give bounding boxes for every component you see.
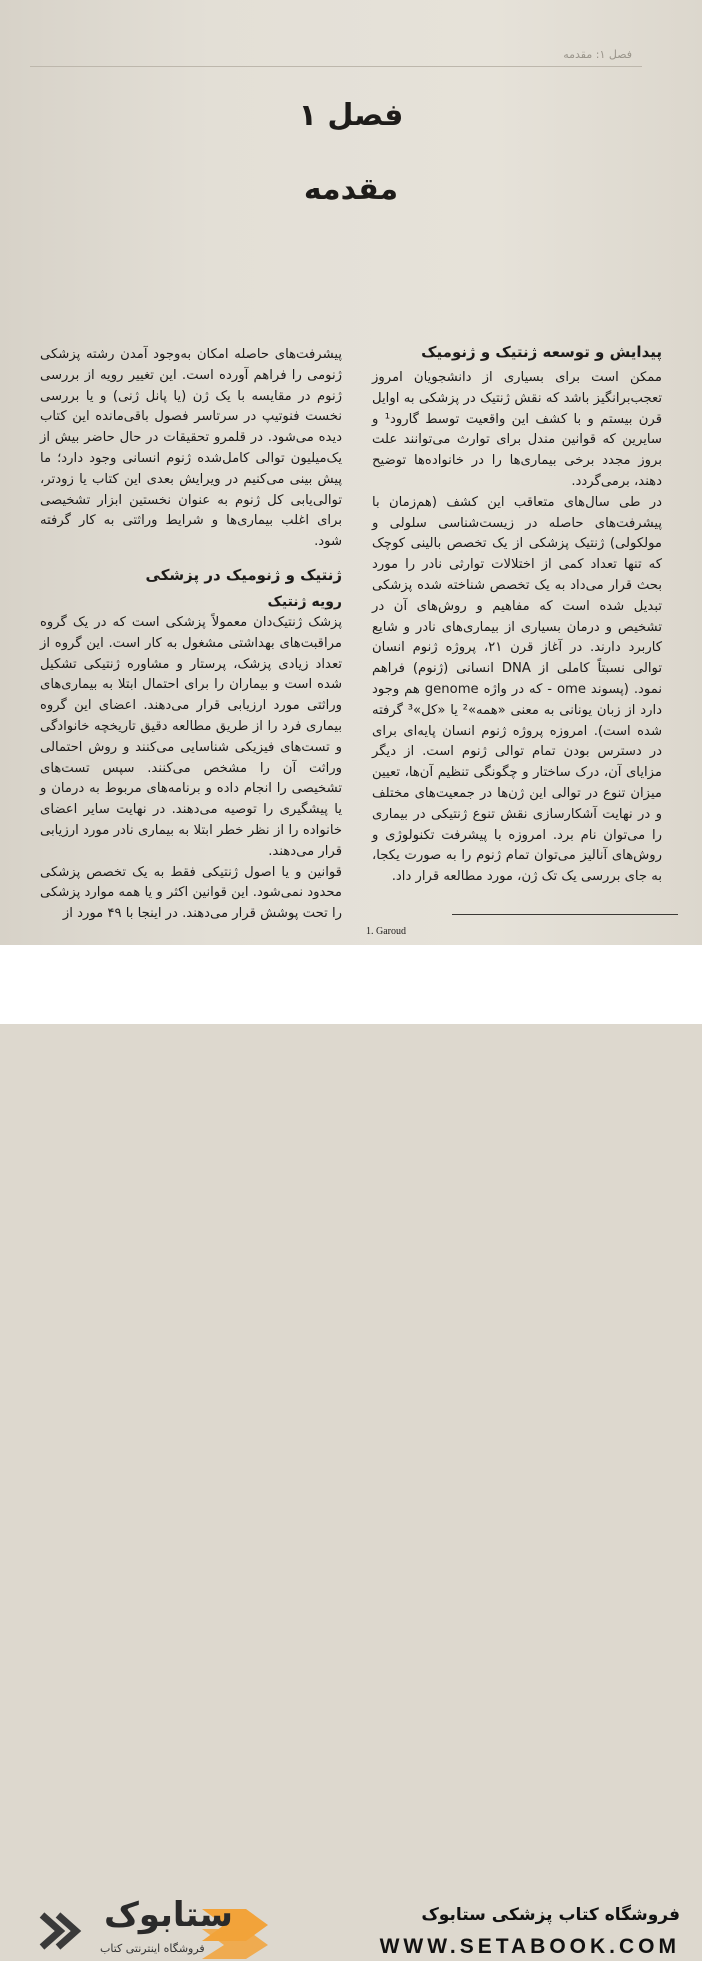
chapter-title: مقدمه	[303, 172, 399, 207]
logo-name: ستابوک	[104, 1895, 233, 1935]
paragraph: پیشرفت‌های حاصله امکان به‌وجود آمدن رشته پزشکی ژنومی را فراهم آورده است. این تغییر رویه از بررسی ژنوم در مقایسه با یک ژن (یا پانل ژنی) و یا بررسی نخست فنوتیپ در سرتاسر فصول باقی‌مانده این کتاب دیده می‌شود. در قلمرو تحقیقات در حال حاضر بیش از یک‌میلیون توالی کامل‌شده ژنوم انسانی وجود دارد؛ ما پیش بینی می‌کنیم در ویرایش بعدی این کتاب یا زودتر، توالی‌یابی کل ژنوم به عنوان نخستین ابزار تشخیصی برای اغلب بیماری‌ها و شرایط وراثتی به کار گرفته شود.	[40, 347, 342, 550]
store-url-link[interactable]: WWW.SETABOOK.COM	[379, 1935, 680, 1958]
chapter-number: فصل ۱	[298, 98, 404, 133]
footnote: 1. Garoud	[366, 926, 406, 937]
paragraph: قوانین و یا اصول ژنتیکی فقط به یک تخصص پزشکی محدود نمی‌شود. این قوانین اکثر و یا همه موارد پزشکی را تحت پوشش قرار می‌دهند. در اینجا با ۴۹ مورد از	[40, 864, 342, 922]
subsection-heading-practice: رویه ژنتیک	[267, 593, 342, 610]
store-banner	[0, 945, 702, 1958]
left-column	[40, 345, 342, 925]
paragraph: در طی سال‌های متعاقب این کشف (هم‌زمان با پیشرفت‌های حاصله در زیست‌شناسی سلولی و مولکولی) ژنتیک پزشکی از یک تخصص بالینی کوچک که تنها تعداد کمی از اختلالات توارثی نادر را مورد بحث قرار می‌داد به یک تخصص شناخته شده پزشکی تبدیل شده است که مفاهیم و روش‌های آن در تشخیص و درمان بسیاری از بیماری‌های نادر و شایع کاربرد دارند. در آغاز قرن ۲۱، پروژه ژنوم انسان توالی نسبتاً کاملی از DNA انسانی (ژنوم) فراهم نمود. (پسوند ome - که در واژه genome هم وجود دارد از زبان یونانی به معنی «همه»² یا «کل»³ گرفته شده است). امروزه پروژه ژنوم انسان پایه‌ای برای در دسترس بودن تمام توالی ژنوم است. از دیگر مزایای آن، درک ساختار و چگونگی تنظیم آن‌ها، تعیین میزان تنوع در توالی این ژن‌ها در جمعیت‌های مختلف و در نهایت آشکارسازی نقش تنوع ژنتیکی در بیماری را می‌توان نام برد. امروزه با پیشرفت تکنولوژی و روش‌های آنالیز می‌توان تمام ژنوم را به صورت یکجا، به جای بررسی یک تک ژن، مورد مطالعه قرار داد.	[372, 494, 662, 885]
paragraph: پزشک ژنتیک‌دان معمولاً پزشکی است که در یک گروه مراقبت‌های بهداشتی مشغول به کار است. این گروه از تعداد زیادی پزشک، پرستار و مشاوره ژنتیکی تشکیل شده است و بیماران را برای احتمال ابتلا به بیماری‌های وراثتی مورد ارزیابی قرار می‌دهند. اعضای این گروه بیماری فرد را از طریق مطالعه دقیق تاریخچه خانوادگی و تست‌های فیزیکی شناسایی می‌کنند و روش احتمالی وراثت آن را مشخص می‌کنند. سپس تست‌های تشخیصی را انجام داده و برنامه‌های مربوط به درمان و یا پیشگیری را توصیه می‌دهند. در نهایت سایر اعضای خانواده را از نظر خطر ابتلا به بیماری نادر مورد ارزیابی قرار می‌دهند.	[40, 614, 342, 859]
spacer	[40, 553, 342, 563]
section-heading-origins: پیدایش و توسعه ژنتیک و ژنومیک	[421, 343, 662, 361]
logo-tagline: فروشگاه اینترنتی کتاب	[100, 1942, 205, 1955]
header-rule	[30, 66, 642, 67]
book-page	[0, 0, 702, 945]
right-column	[372, 340, 662, 888]
section-heading-genetics-medicine: ژنتیک و ژنومیک در پزشکی	[145, 565, 342, 584]
store-name: فروشگاه کتاب پزشکی ستابوک	[421, 1905, 680, 1925]
paragraph: ممکن است برای بسیاری از دانشجویان امروز تعجب‌برانگیز باشد که نقش ژنتیک در پزشکی به اوایل قرن بیستم و با کشف این واقعیت توسط گارود¹ و سایرین که قوانین مندل برای توارث می‌توانند علت بروز مجدد برخی بیماری‌ها را در خانواده‌ها توضیح دهند، برمی‌گردد.	[372, 370, 663, 489]
footnote-rule	[452, 914, 678, 915]
running-head: فصل ۱: مقدمه	[563, 48, 632, 61]
